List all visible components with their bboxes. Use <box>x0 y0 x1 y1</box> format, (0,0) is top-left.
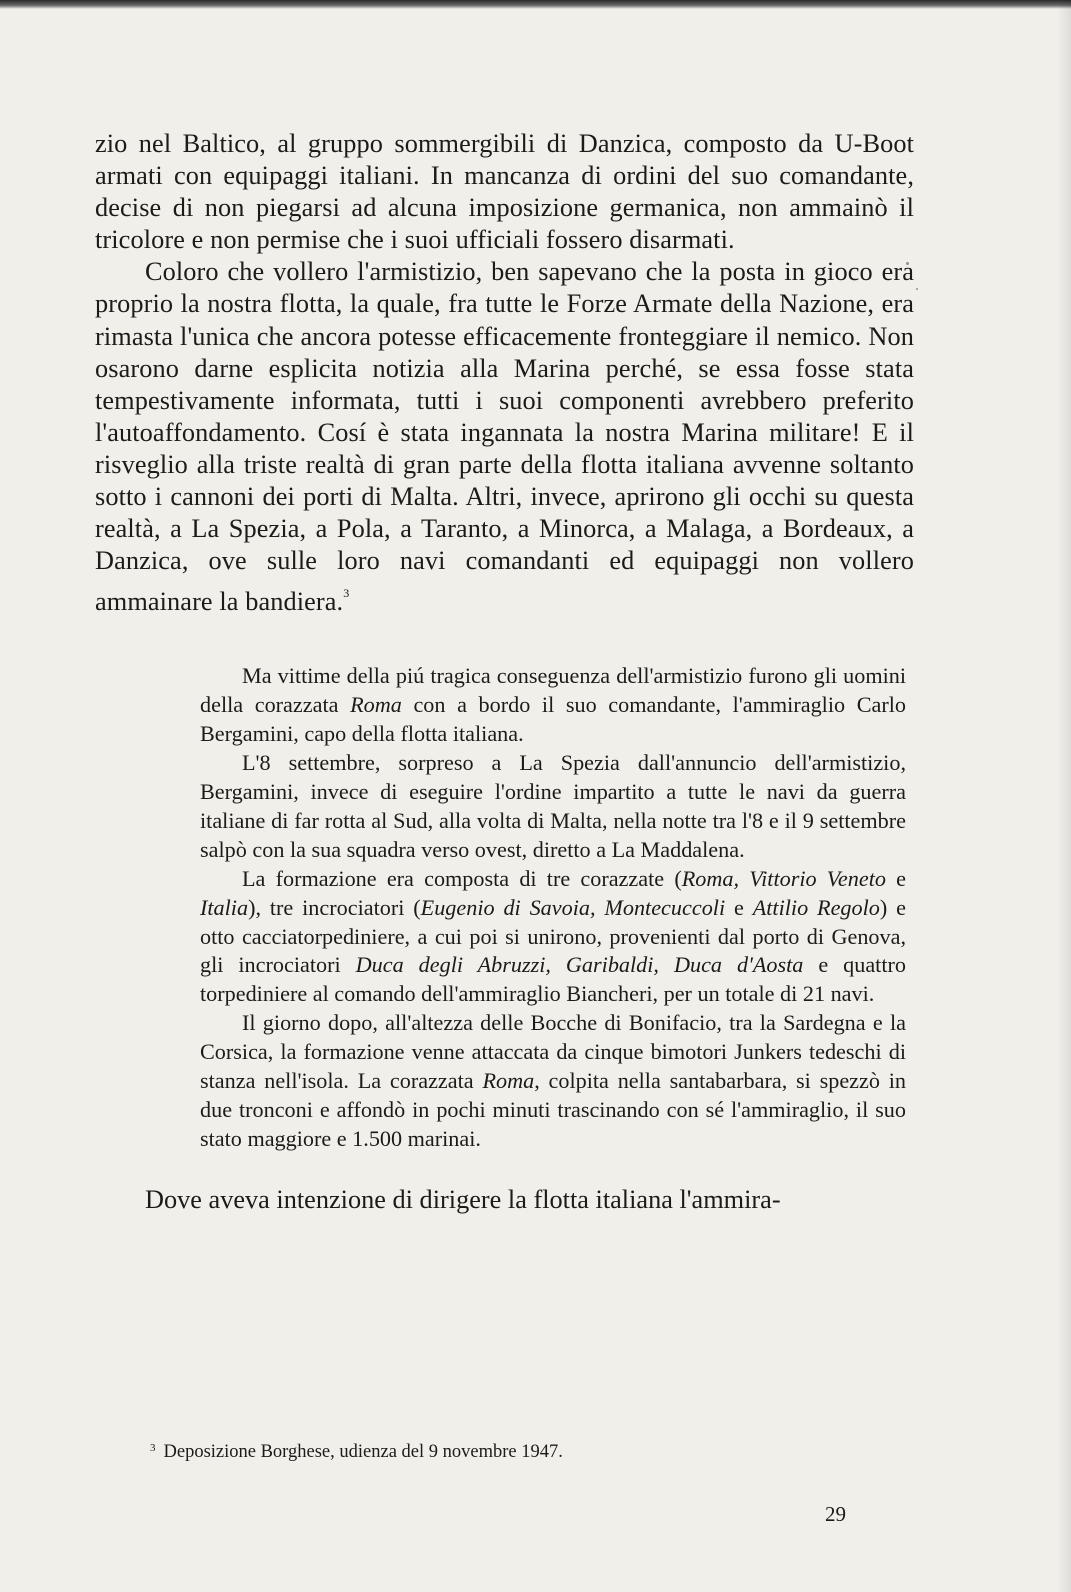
footnote-reference: 3 <box>343 586 350 601</box>
quote-paragraph: Il giorno dopo, all'altezza delle Bocche di Bonifacio, tra la Sardegna e la Corsica, la formazione venne attaccata da cinque bimotori Junkers tedeschi di stanza nell'isola. La corazzata Roma, colpita nella santabarbara, si spezzò in due tronconi e affondò in pochi minuti trascinando con sé l'ammiraglio, il suo stato maggiore e 1.500 marinai. <box>200 1010 907 1151</box>
quote-paragraph: L'8 settembre, sorpreso a La Spezia dall'annuncio dell'armistizio, Bergamini, invece di eseguire l'ordine impartito a tutte le navi da guerra italiane di far rotta al Sud, alla volta di Malta, nella notte tra l'8 e il 9 settembre salpò con la sua squadra verso ovest, diretto a La Maddalena. <box>200 750 906 862</box>
footnote-mark: 3 <box>150 1442 156 1454</box>
body-paragraph-continued: Dove aveva intenzione di dirigere la flotta italiana l'ammira- <box>145 1184 781 1214</box>
quote-paragraph: La formazione era composta di tre corazzate (Roma, Vittorio Veneto e Italia), tre incrociatori (Eugenio di Savoia, Montecuccoli e Attilio Regolo) e otto cacciatorpediniere, a cui poi si unirono, provenienti dal porto di Genova, gli incrociatori Duca degli Abruzzi, Garibaldi, Duca d'Aosta e quattro torpediniere al comando dell'ammiraglio Biancheri, per un totale di 21 navi. <box>200 865 906 1007</box>
quote-paragraph: Ma vittime della piú tragica conseguenza dell'armistizio furono gli uomini della corazzata Roma con a bordo il suo comandante, l'ammiraglio Carlo Bergamini, capo della flotta italiana. <box>200 663 906 747</box>
page-number: 29 <box>825 1502 846 1526</box>
footnote <box>150 1436 563 1464</box>
book-page <box>95 128 914 1216</box>
scan-right-shadow <box>1057 0 1071 1592</box>
paragraph-text: Coloro che vollero l'armistizio, ben sapevano che la posta in gioco era proprio la nostra flotta, la quale, fra tutte le Forze Armate della Nazione, era rimasta l'unica che ancora potesse efficacemente fronteggiare il nemico. Non osarono darne esplicita notizia alla Marina perché, se essa fosse stata tempestivamente informata, tutti i suoi componenti avrebbero preferito l'autoaffondamento. Cosí è stata ingannata la nostra Marina militare! E il risveglio alla triste realtà di gran parte della flotta italiana avvenne soltanto sotto i cannoni dei porti di Malta. Altri, invece, aprirono gli occhi su questa realtà, a La Spezia, a Pola, a Taranto, a Minorca, a Malaga, a Bordeaux, a Danzica, ove sulle loro navi comandanti ed equipaggi non vollero ammainare la bandiera. <box>95 257 914 617</box>
scan-top-edge <box>0 0 1071 9</box>
body-paragraph <box>95 256 914 618</box>
body-paragraph: zio nel Baltico, al gruppo sommergibili di Danzica, composto da U-Boot armati con equipaggi italiani. In mancanza di ordini del suo comandante, decise di non piegarsi ad alcuna imposizione germanica, non ammainò il tricolore e non permise che i suoi ufficiali fossero disarmati. <box>95 129 914 255</box>
scan-speck <box>916 288 918 290</box>
block-quote <box>200 662 906 1153</box>
footnote-text: Deposizione Borghese, udienza del 9 novembre 1947. <box>163 1442 563 1462</box>
